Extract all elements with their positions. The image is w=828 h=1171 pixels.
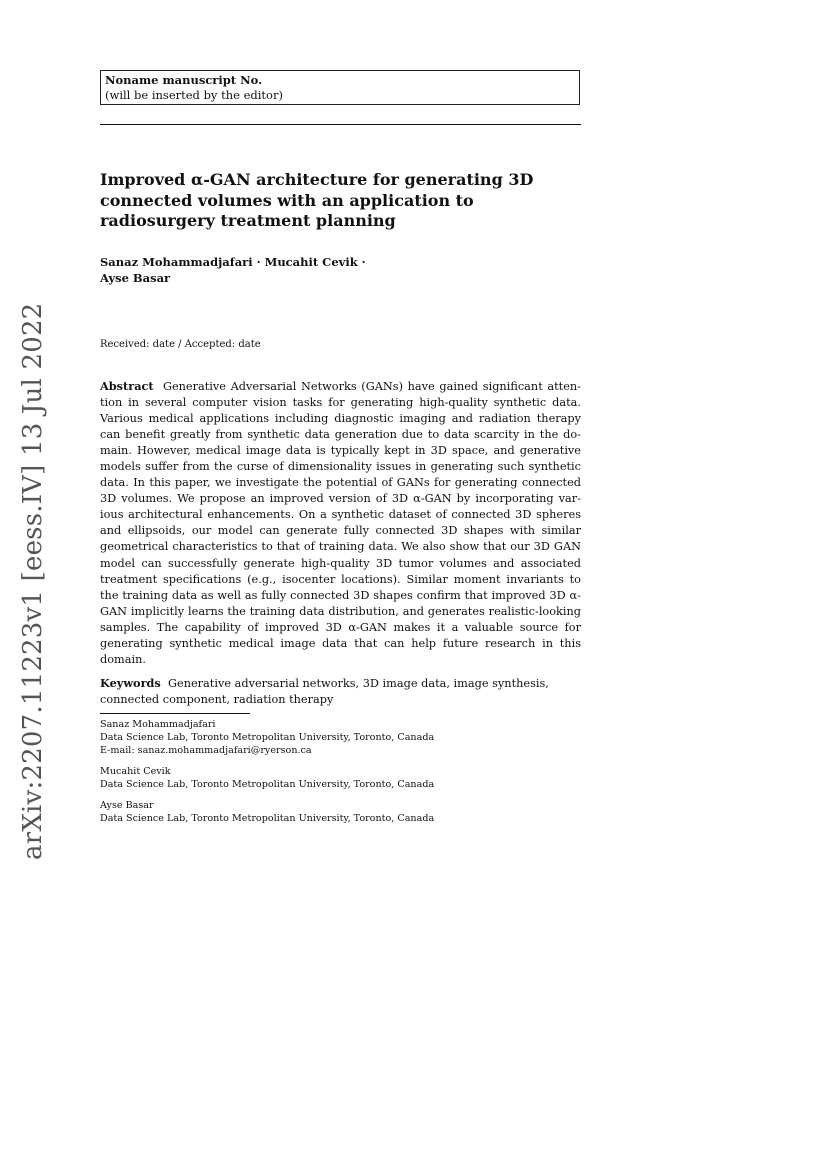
footnote-rule [100, 713, 250, 714]
authors-line-1: Sanaz Mohammadjafari · Mucahit Cevik · [100, 255, 366, 269]
arxiv-identifier-stamp: arXiv:2207.11223v1 [eess.IV] 13 Jul 2022 [18, 302, 48, 860]
keywords-label: Keywords [100, 676, 161, 690]
affiliation-block [100, 718, 580, 758]
authors-line-2: Ayse Basar [100, 271, 171, 285]
keywords [100, 675, 581, 708]
affiliation-email: E-mail: sanaz.mohammadjafari@ryerson.ca [100, 745, 312, 757]
manuscript-number-box [100, 70, 580, 105]
affiliation-block [100, 799, 580, 825]
affiliation-dept: Data Science Lab, Toronto Metropolitan University, Toronto, Canada [100, 732, 435, 744]
abstract-label: Abstract [100, 379, 154, 393]
abstract [100, 378, 581, 668]
editor-note: (will be inserted by the editor) [105, 88, 283, 102]
received-date: Received: date / Accepted: date [100, 339, 261, 350]
affiliation-block [100, 765, 580, 791]
manuscript-number-label: Noname manuscript No. [105, 73, 263, 87]
keywords-text: Generative adversarial networks, 3D image data, image synthesis, connected component, radiation therapy [100, 677, 549, 706]
affiliation-dept: Data Science Lab, Toronto Metropolitan University, Toronto, Canada [100, 813, 435, 825]
header-rule [100, 124, 581, 125]
affiliation-name: Ayse Basar [100, 800, 154, 811]
affiliation-name: Mucahit Cevik [100, 766, 171, 777]
affiliation-name: Sanaz Mohammadjafari [100, 719, 216, 730]
abstract-text: Generative Adversarial Networks (GANs) have gained significant attention in several computer vision tasks for generating high-quality synthetic data. Various medical applications including diagnostic imaging and radiation therapy can benefit greatly from synthetic data generation due to data scarcity in the domain. However, medical image data is typically kept in 3D space, and generative models suffer from the curse of dimensionality issues in generating such synthetic data. In this paper, we investigate the potential of GANs for generating connected 3D volumes. We propose an improved version of 3D α-GAN by incorporating various architectural enhancements. On a synthetic dataset of connected 3D spheres and ellipsoids, our model can generate fully connected 3D shapes with similar geometrical characteristics to that of training data. We also show that our 3D GAN model can successfully generate high-quality 3D tumor volumes and associated treatment specifications (e.g., isocenter locations). Similar moment invariants to the training data as well as fully connected 3D shapes confirm that improved 3D α-GAN implicitly learns the training data distribution, and generates realistic-looking samples. The capability of improved 3D α-GAN makes it a valuable source for generating synthetic medical image data that can help future research in this domain. [100, 380, 581, 666]
paper-title: Improved α-GAN architecture for generating 3D connected volumes with an application to radiosurgery treatment planning [100, 170, 534, 230]
affiliation-dept: Data Science Lab, Toronto Metropolitan University, Toronto, Canada [100, 779, 435, 791]
author-list [100, 254, 580, 286]
